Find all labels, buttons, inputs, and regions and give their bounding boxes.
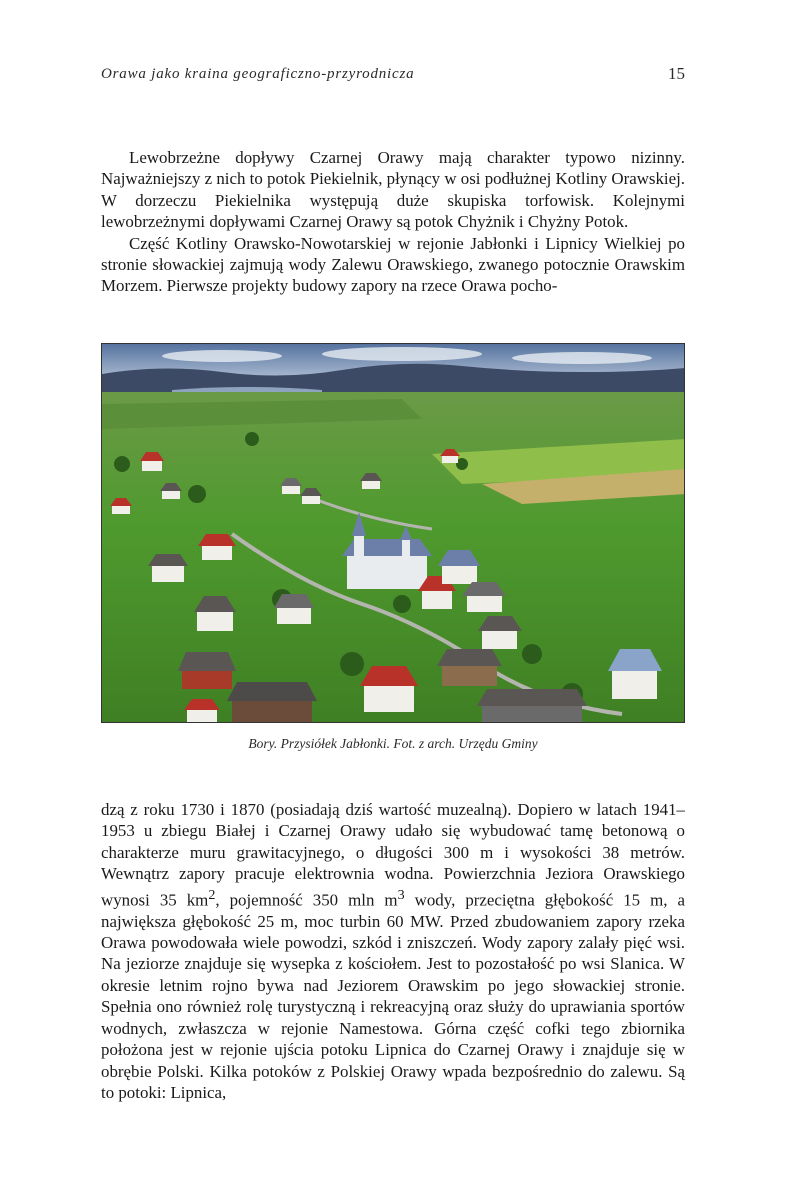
running-head: Orawa jako kraina geograficzno-przyrodnicza <box>101 66 415 82</box>
photo-illustration <box>102 344 685 723</box>
photo-caption: Bory. Przysiółek Jabłonki. Fot. z arch. Urzędu Gminy <box>248 736 538 751</box>
body-text-top <box>101 147 685 297</box>
body-text-bottom <box>101 799 685 1103</box>
text-run: dzą z roku 1730 i 1870 (posiadają dziś wartość muzealną). Dopiero w latach 1941–1953 u zbiegu Białej i Czarnej Orawy udało się wybudować tamę betonową o charakterze muru grawitacyjnego, o długości 300 m i wysokości 38 metrów. Wewnątrz zapory pracuje elektrownia wodna. Powierzchnia Jeziora Orawskiego wynosi 35 km <box>101 800 685 910</box>
text-run: , pojemność 350 mln m <box>215 890 398 910</box>
superscript: 2 <box>208 886 216 903</box>
cloud <box>322 347 482 361</box>
village-aerial-photo <box>101 343 685 723</box>
superscript: 3 <box>397 886 405 903</box>
cloud <box>162 350 282 362</box>
text-run: wody, przeciętna głębokość 15 m, a największa głębokość 25 m, moc turbin 60 MW. Przed zbudowaniem zapory rzeka Orawa powodowała wiele powodzi, szkód i zniszczeń. Wody zapory zalały pięć wsi. Na jeziorze znajduje się wysepka z kościołem. Jest to pozostałość po wsi Slanica. W okresie letnim rojno bywa nad Jeziorem Orawskim po jego słowackiej stronie. Spełnia ono również rolę turystyczną i rekreacyjną oraz służy do uprawiania sportów wodnych, zwłaszcza w rejonie Namestowa. Górna część cofki tego zbiornika położona jest w rejonie ujścia potoku Lipnica do Czarnej Orawy i znajduje się w obrębie Polski. Kilka potoków z Polskiej Orawy wpada bezpośrednio do zalewu. Są to potoki: Lipnica, <box>101 890 685 1102</box>
paragraph: Lewobrzeżne dopływy Czarnej Orawy mają charakter typowo nizinny. Najważniejszy z nich to potok Piekielnik, płynący w osi podłużnej Kotliny Orawskiej. W dorzeczu Piekielnika występują duże skupiska torfowisk. Kolejnymi lewobrzeżnymi dopływami Czarnej Orawy są potok Chyżnik i Chyżny Potok. <box>101 148 686 232</box>
cloud <box>512 352 652 364</box>
page-number: 15 <box>668 64 685 83</box>
paragraph <box>101 799 685 1103</box>
paragraph: Część Kotliny Orawsko-Nowotarskiej w rejonie Jabłonki i Lipnicy Wielkiej po stronie słowackiej zajmują wody Zalewu Orawskiego, zwanego potocznie Orawskim Morzem. Pierwsze projekty budowy zapory na rzece Orawa pocho- <box>101 233 685 296</box>
page-header <box>101 64 685 88</box>
